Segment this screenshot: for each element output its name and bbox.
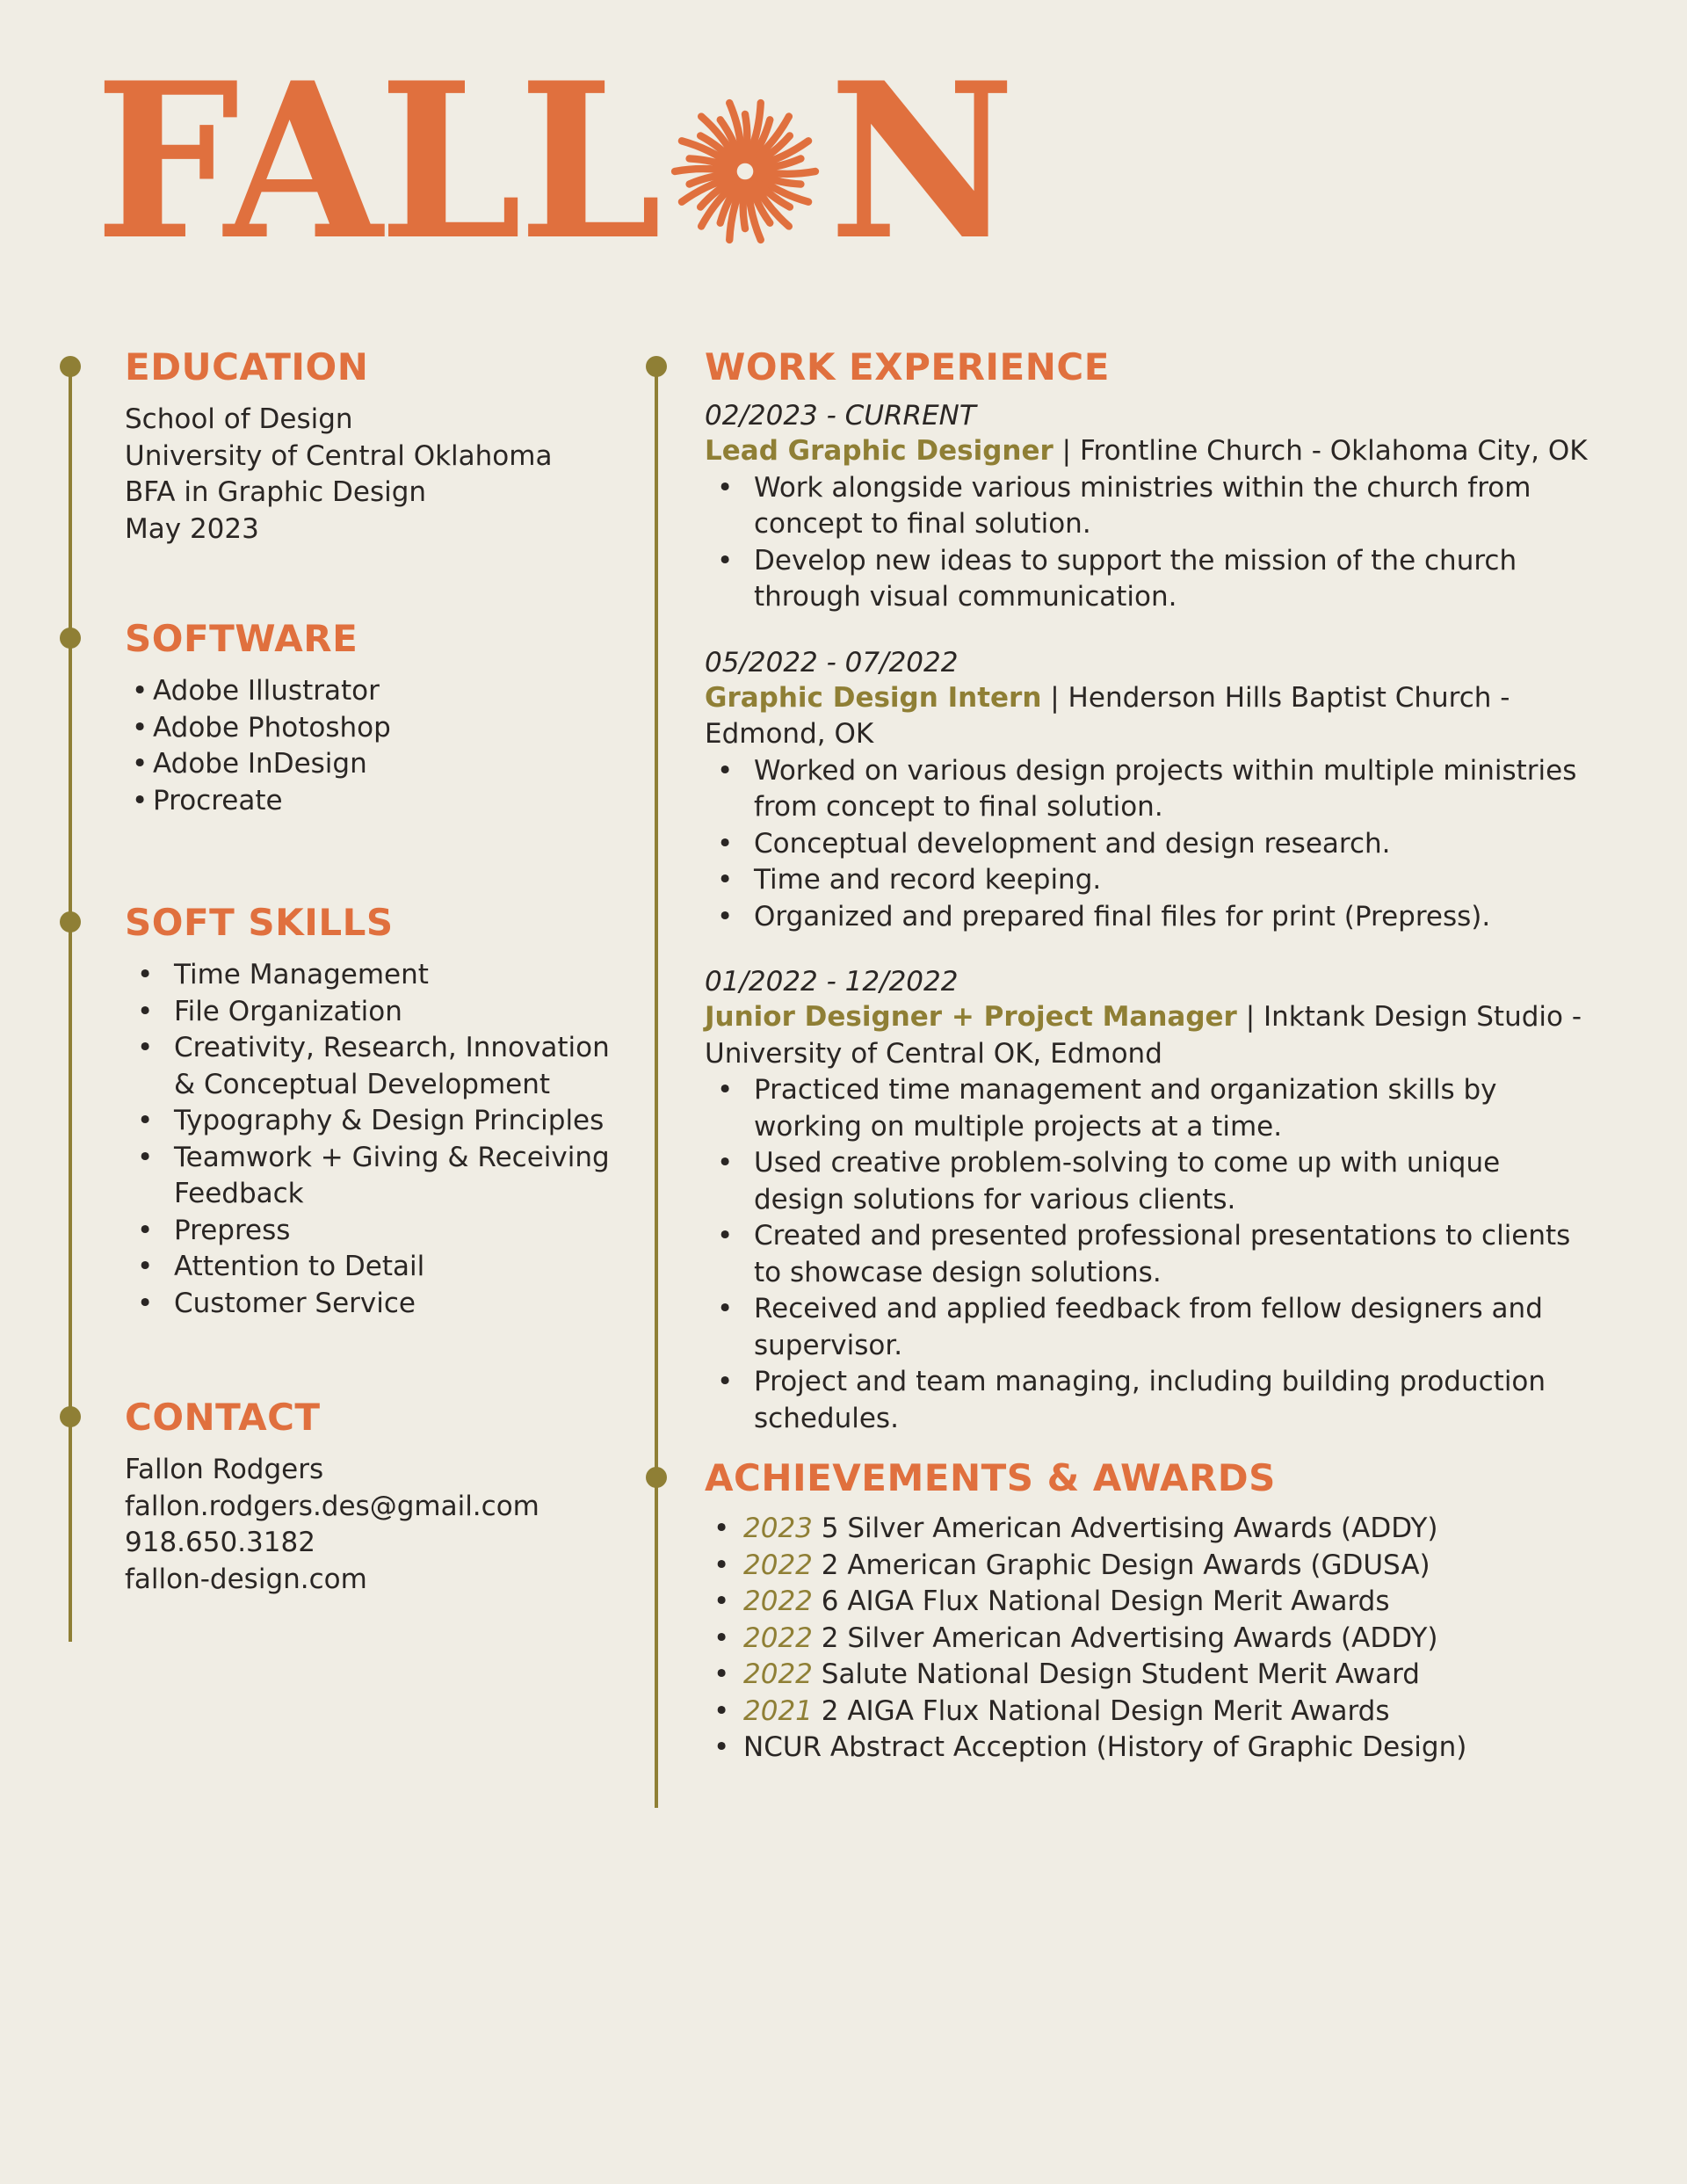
education-line: School of Design [125,403,353,436]
award-year: 2023 [743,1513,813,1545]
job-date: 02/2023 - CURRENT [705,400,976,432]
job-bullet: • Practiced time management and organization skills by working on multiple projects at a time. [705,1072,1592,1145]
skill-item: • File Organization [125,994,617,1031]
work-heading: WORK EXPERIENCE [705,345,1110,388]
education-section [125,347,617,548]
skill-item: • Customer Service [125,1286,617,1323]
award-year: 2022 [743,1658,813,1691]
logo-text-end: N [829,35,1012,287]
achievements-section [705,1458,1592,1767]
contact-section [125,1397,617,1598]
award-item [705,1584,1592,1621]
achievements-heading: ACHIEVEMENTS & AWARDS [705,1456,1276,1499]
contact-phone[interactable]: 918.650.3182 [125,1527,315,1559]
job-role [705,999,1592,1072]
job-bullet: • Received and applied feedback from fellow designers and supervisor. [705,1291,1592,1364]
job-entry [705,645,1592,936]
logo [95,35,1012,287]
job-date: 01/2022 - 12/2022 [705,966,959,998]
software-item: • Adobe Photoshop [125,710,617,747]
job-role [705,680,1592,753]
timeline-dot-contact [60,1406,81,1427]
job-bullet: • Develop new ideas to support the mission of the church through visual communication. [705,543,1592,616]
flower-icon [663,90,827,253]
timeline-dot-soft-skills [60,911,81,932]
job-bullet: • Project and team managing, including building production schedules. [705,1364,1592,1437]
job-date: 05/2022 - 07/2022 [705,646,959,678]
job-bullet: • Worked on various design projects within multiple ministries from concept to final solution. [705,753,1592,826]
job-title: Lead Graphic Designer [705,435,1053,468]
skill-item: • Typography & Design Principles [125,1103,617,1140]
flower-petal [760,171,815,174]
job-bullet: • Conceptual development and design research. [705,826,1592,863]
software-section [125,619,617,819]
timeline-dot-achievements [646,1467,667,1488]
award-year: 2022 [743,1549,813,1581]
right-timeline [655,362,658,1808]
job-org: | Frontline Church - Oklahoma City, OK [1053,435,1588,468]
left-timeline [69,362,72,1642]
job-entry [705,398,1592,616]
timeline-dot-education [60,356,81,377]
contact-email[interactable]: fallon.rodgers.des@gmail.com [125,1490,539,1522]
award-text: 2 American Graphic Design Awards (GDUSA) [812,1549,1430,1581]
flower-petal [675,169,730,171]
award-item [705,1657,1592,1694]
award-item [705,1694,1592,1731]
education-line: BFA in Graphic Design [125,476,427,509]
award-year: 2022 [743,1585,813,1618]
job-bullet: • Time and record keeping. [705,862,1592,899]
contact-heading: CONTACT [125,1396,321,1439]
award-item [705,1621,1592,1658]
award-text: 5 Silver American Advertising Awards (ADDY) [812,1513,1438,1545]
software-item: • Procreate [125,783,617,820]
job-bullet: • Created and presented professional presentations to clients to showcase design solutions. [705,1218,1592,1291]
timeline-dot-software [60,628,81,649]
contact-website[interactable]: fallon-design.com [125,1563,367,1595]
education-line: May 2023 [125,512,259,545]
job-bullet: • Organized and prepared final files for print (Prepress). [705,899,1592,936]
skill-item: • Teamwork + Giving & Receiving Feedback [125,1140,617,1213]
award-item [705,1730,1592,1767]
award-text: 2 AIGA Flux National Design Merit Awards [812,1694,1390,1727]
education-line: University of Central Oklahoma [125,439,553,472]
logo-text-start: FALL [95,35,659,287]
award-item [705,1511,1592,1548]
soft-skills-heading: SOFT SKILLS [125,901,394,944]
software-item: • Adobe Illustrator [125,673,617,710]
software-heading: SOFTWARE [125,617,358,660]
skill-item: • Creativity, Research, Innovation & Conceptual Development [125,1030,617,1103]
award-text: 6 AIGA Flux National Design Merit Awards [812,1585,1390,1618]
job-bullet: • Used creative problem-solving to come up with unique design solutions for various clients. [705,1145,1592,1218]
soft-skills-section [125,903,617,1322]
award-text: Salute National Design Student Merit Award [812,1658,1420,1691]
award-text: NCUR Abstract Acception (History of Graphic Design) [743,1731,1467,1764]
flower-petal [745,114,747,156]
job-title: Graphic Design Intern [705,681,1042,714]
skill-item: • Time Management [125,957,617,994]
award-item [705,1548,1592,1585]
flower-petal [743,186,745,229]
job-bullet: • Work alongside various ministries within the church from concept to final solution. [705,470,1592,543]
skill-item: • Attention to Detail [125,1249,617,1286]
job-entry [705,964,1592,1437]
award-text: 2 Silver American Advertising Awards (ADDY) [812,1622,1438,1654]
job-org: | Inktank Design Studio - University of Central OK, Edmond [705,1001,1582,1070]
award-year: 2022 [743,1622,813,1654]
award-year: 2021 [743,1694,813,1727]
work-section [705,347,1592,1466]
contact-name: Fallon Rodgers [125,1454,324,1486]
software-item: • Adobe InDesign [125,746,617,783]
job-org: | Henderson Hills Baptist Church - Edmond, OK [705,681,1510,751]
skill-item: • Prepress [125,1213,617,1250]
job-role [705,433,1592,470]
job-title: Junior Designer + Project Manager [705,1001,1237,1034]
timeline-dot-work [646,356,667,377]
education-heading: EDUCATION [125,345,369,388]
